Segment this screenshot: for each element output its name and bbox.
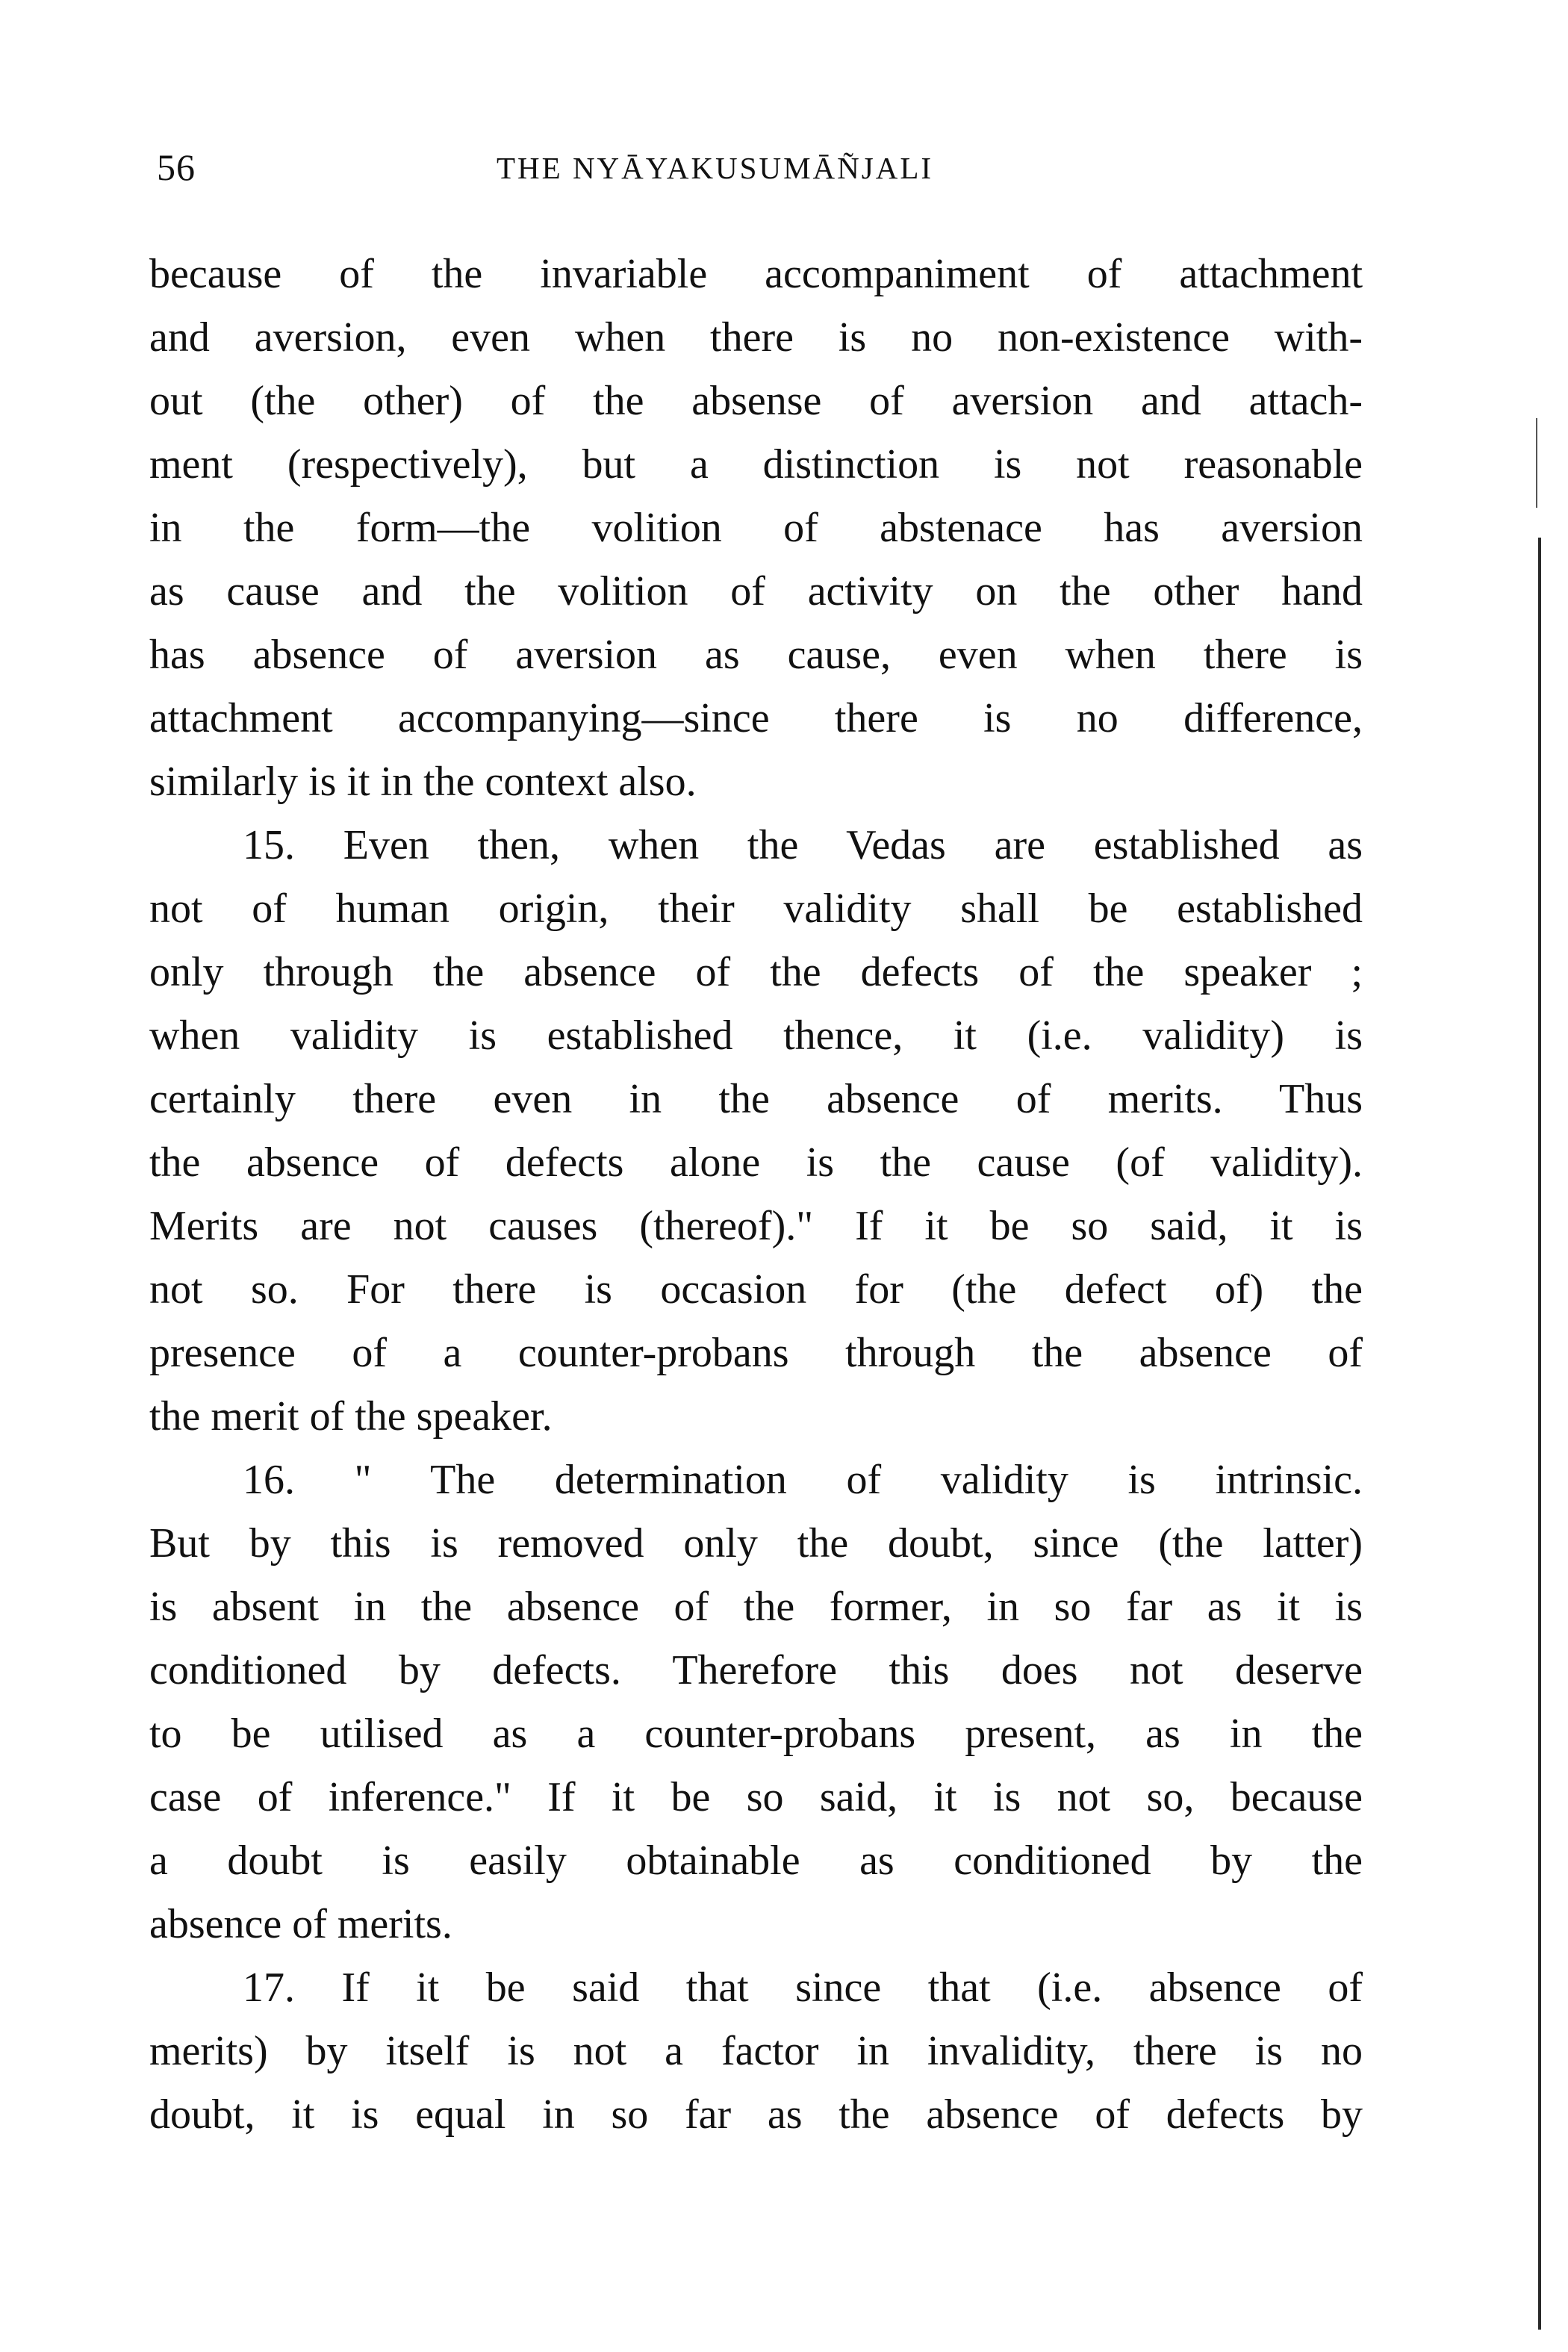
text-line: out (the other) of the absense of aversion and attach- <box>149 378 1363 424</box>
text-line: has absence of aversion as cause, even when there is <box>149 632 1363 678</box>
text-line: absence of merits. <box>149 1901 452 1947</box>
running-title: THE NYĀYAKUSUMĀÑJALI <box>497 151 934 185</box>
text-line: doubt, it is equal in so far as the absence of defects by <box>149 2091 1363 2138</box>
text-line: when validity is established thence, it (i.e. validity) is <box>149 1012 1363 1059</box>
text-line: as cause and the volition of activity on the other hand <box>149 568 1363 615</box>
text-line: ment (respectively), but a distinction is not reasonable <box>149 441 1363 488</box>
text-line: Merits are not causes (thereof)." If it be so said, it is <box>149 1203 1363 1249</box>
running-head <box>157 146 1366 198</box>
text-line: case of inference." If it be so said, it is not so, because <box>149 1774 1363 1820</box>
text-line: attachment accompanying—since there is no difference, <box>149 695 1363 741</box>
page-number: 56 <box>157 146 196 188</box>
text-line: not so. For there is occasion for (the defect of) the <box>149 1266 1363 1313</box>
text-line: and aversion, even when there is no non-existence with- <box>149 314 1363 361</box>
text-line: But by this is removed only the doubt, since (the latter) <box>149 1520 1363 1567</box>
text-line: merits) by itself is not a factor in invalidity, there is no <box>149 2028 1363 2074</box>
text-line: is absent in the absence of the former, in so far as it is <box>149 1584 1363 1630</box>
binding-edge-mark <box>1536 418 1537 508</box>
text-line: a doubt is easily obtainable as conditioned by the <box>149 1838 1363 1884</box>
text-line: the absence of defects alone is the cause (of validity). <box>149 1139 1363 1186</box>
paragraph-15-start: 15. Even then, when the Vedas are established as <box>243 822 1363 868</box>
text-line: the merit of the speaker. <box>149 1393 553 1440</box>
paragraph-17-start: 17. If it be said that since that (i.e. absence of <box>243 1964 1363 2011</box>
text-line: not of human origin, their validity shall be established <box>149 886 1363 932</box>
text-line: similarly is it in the context also. <box>149 759 697 805</box>
text-line: only through the absence of the defects of the speaker ; <box>149 949 1363 995</box>
body-text <box>149 243 1363 2147</box>
text-line: certainly there even in the absence of merits. Thus <box>149 1076 1363 1122</box>
binding-edge-line <box>1538 538 1541 2330</box>
paragraph-16-start: 16. " The determination of validity is intrinsic. <box>243 1457 1363 1503</box>
text-line: presence of a counter-probans through the absence of <box>149 1330 1363 1376</box>
text-line: conditioned by defects. Therefore this does not deserve <box>149 1647 1363 1693</box>
text-line: in the form—the volition of abstenace has aversion <box>149 505 1363 551</box>
text-line: to be utilised as a counter-probans present, as in the <box>149 1711 1363 1757</box>
text-line: because of the invariable accompaniment of attachment <box>149 251 1363 297</box>
